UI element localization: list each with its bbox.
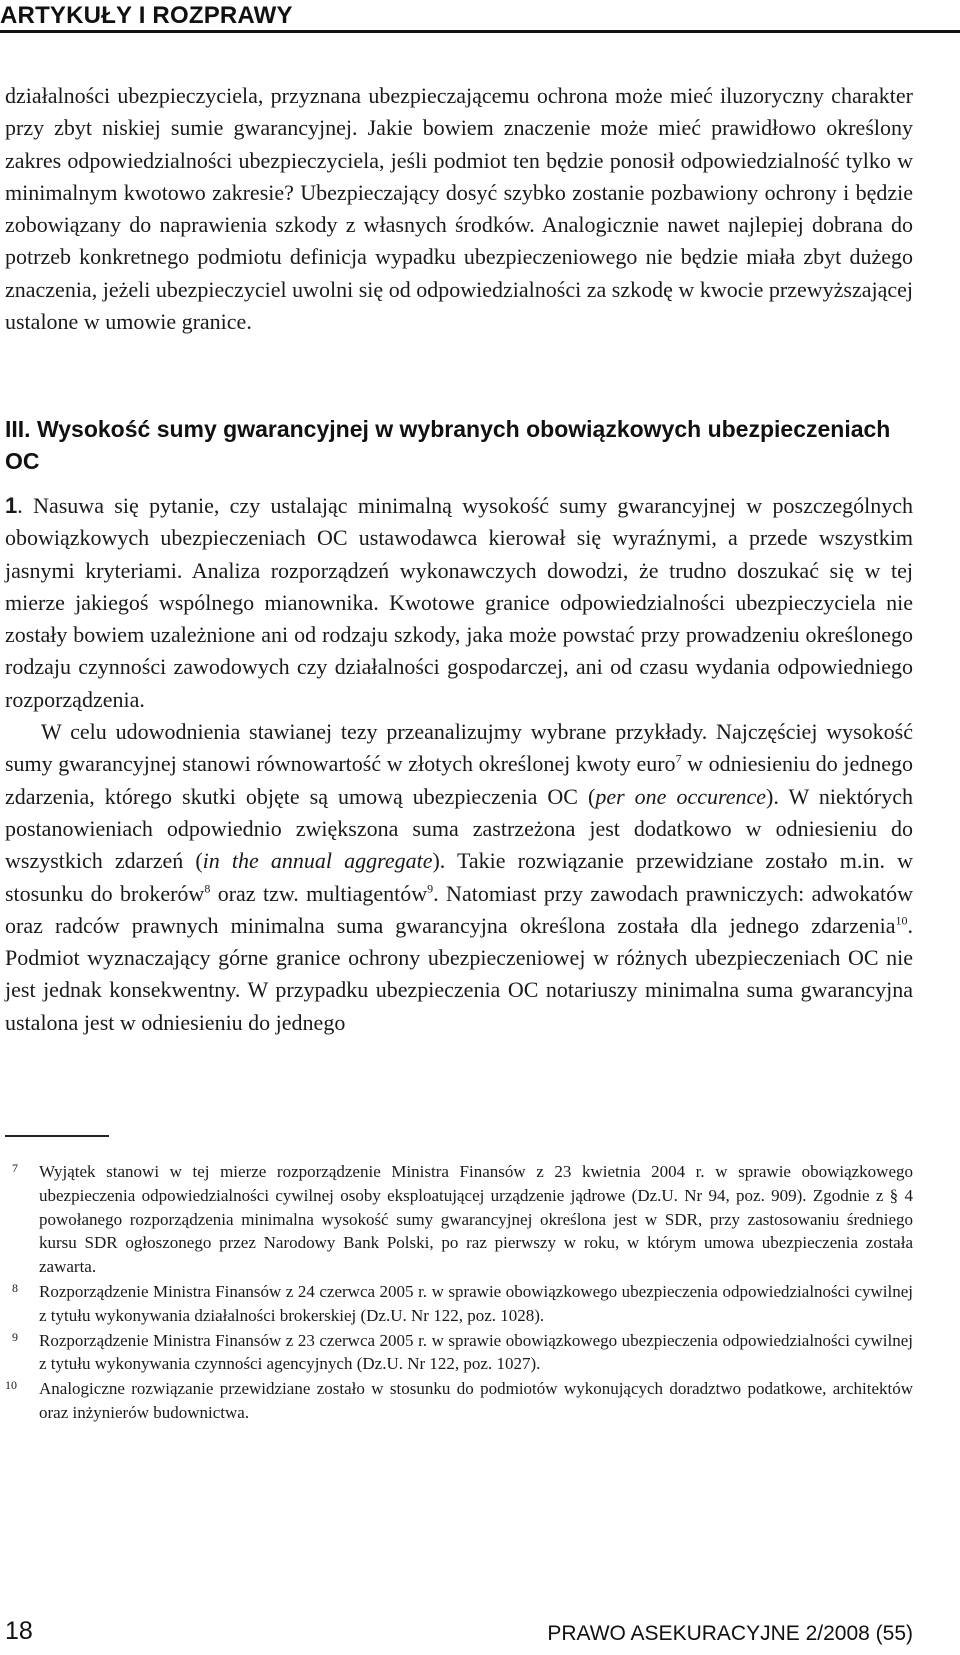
footnote-number: 9 — [12, 1329, 18, 1344]
intro-paragraph — [5, 80, 913, 338]
paragraph-2 — [5, 716, 913, 1039]
paragraph-2-text-e: oraz tzw. multiagentów — [210, 880, 428, 906]
footnote-ref-7[interactable]: 7 — [675, 752, 682, 767]
footnote-number: 8 — [12, 1280, 18, 1295]
intro-text — [5, 80, 913, 338]
footnote-text: Rozporządzenie Ministra Finansów z 23 czerwca 2005 r. w sprawie obowiązkowego ubezpieczenia odpowiedzialności cywilnej z tytułu wykonywania czynności agencyjnych (Dz.U. Nr 122, poz. 1027). — [39, 1330, 913, 1374]
body-text — [5, 490, 913, 1039]
page-number: 18 — [5, 1617, 33, 1645]
intro-text-part2: Ubezpieczający dosyć szybko zostanie pozbawiony ochrony i będzie zobowiązany do naprawienia szkody z własnych środków. Analogicznie nawet najlepiej dobrana do potrzeb konkretnego podmiotu definicja wypadku ubezpieczeniowego nie będzie miała zbyt dużego znaczenia, jeżeli ubezpieczyciel uwolni się od odpowiedzialności za szkodę w kwocie przewyższającej ustalone w umowie granice. — [5, 179, 913, 335]
paragraph-1-text: . Nasuwa się pytanie, czy ustalając minimalną wysokość sumy gwarancyjnej w poszczególnych obowiązkowych ubezpieczeniach OC ustawodawca kierował się wyraźnymi, a przede wszystkim jasnymi kryteriami. Analiza rozporządzeń wykonawczych dowodzi, że trudno doszukać się w tej mierze jakiegoś wspólnego mianownika. Kwotowe granice odpowiedzialności ubezpieczyciela nie zostały bowiem uzależnione ani od rodzaju szkody, jaka może powstać przy prowadzeniu określonego rodzaju czynności zawodowych czy działalności gospodarczej, ani od czasu wydania odpowiedniego rozporządzenia. — [5, 493, 913, 712]
footnote-9 — [5, 1329, 913, 1377]
footnote-7 — [5, 1160, 913, 1279]
footnote-text: Analogiczne rozwiązanie przewidziane zostało w stosunku do podmiotów wykonujących doradztwo podatkowe, architektów oraz inżynierów budownictwa. — [39, 1379, 913, 1422]
footnote-number: 10 — [5, 1378, 17, 1393]
paragraph-2-text-f: . Natomiast przy zawodach prawniczych: adwokatów oraz radców prawnych minimalna suma gwarancyjna określona została dla jednego zdarzenia — [5, 880, 913, 938]
footnote-10 — [5, 1377, 913, 1425]
latin-term-per-one-occurence: per one occurence — [595, 783, 767, 809]
footnote-separator — [5, 1135, 109, 1137]
paragraph-2-text-g: . Podmiot wyznaczający górne granice ochrony ubezpieczeniowej w różnych ubezpieczeniach OC nie jest jednak konsekwentny. W przypadku ubezpieczenia OC notariuszy minimalna suma gwarancyjna ustalona jest w odniesieniu do jednego — [5, 912, 913, 1035]
footnotes — [5, 1160, 913, 1426]
latin-term-annual-aggregate: in the annual aggregate — [202, 848, 433, 874]
footnote-ref-10[interactable]: 10 — [895, 913, 908, 928]
paragraph-1 — [5, 490, 913, 716]
intro-text-part1: działalności ubezpieczyciela, przyznana ubezpieczającemu ochrona może mieć iluzoryczny charakter przy zbyt niskiej sumie gwarancyjnej. Jakie bowiem znaczenie może mieć prawidłowo określony zakres odpowiedzialności ubezpieczyciela, jeśli podmiot ten będzie ponosił odpowiedzialność tylko w minimalnym kwotowo zakresie? — [5, 83, 913, 205]
paragraph-2-text-b: w odniesieniu do jednego zdarzenia, którego skutki objęte są umową ubezpieczenia OC ( — [5, 751, 913, 809]
paragraph-number: 1 — [5, 493, 18, 518]
paragraph-2-text-d: ). Takie rozwiązanie przewidziane zostało m.in. w stosunku do brokerów — [5, 848, 913, 906]
header-rule — [0, 30, 960, 33]
footnote-text: Wyjątek stanowi w tej mierze rozporządzenie Ministra Finansów z 23 kwietnia 2004 r. w sprawie obowiązkowego ubezpieczenia odpowiedzialności cywilnej osoby eksploatującej urządzenie jądrowe (Dz.U. Nr 94, poz. 909). Zgodnie z § 4 powołanego rozporządzenia minimalna wysokość sumy gwarancyjnej określona jest w SDR, przy zastosowaniu średniego kursu SDR ogłoszonego przez Narodowy Bank Polski, po raz pierwszy w roku, w którym umowa ubezpieczenia została zawarta. — [39, 1162, 913, 1277]
footnote-8 — [5, 1280, 913, 1328]
paragraph-2-text-a: W celu udowodnienia stawianej tezy przeanalizujmy wybrane przykłady. Najczęściej wysokość sumy gwarancyjnej stanowi równowartość w złotych określonej kwoty euro — [5, 719, 913, 777]
paragraph-2-text-c: ). W niektórych postanowieniach odpowiednio zwiększona suma zastrzeżona jest dodatkowo w odniesieniu do wszystkich zdarzeń ( — [5, 783, 913, 874]
footnote-text: Rozporządzenie Ministra Finansów z 24 czerwca 2005 r. w sprawie obowiązkowego ubezpieczenia odpowiedzialności cywilnej z tytułu wykonywania działalności brokerskiej (Dz.U. Nr 122, poz. 1028). — [39, 1281, 913, 1325]
section-heading: III. Wysokość sumy gwarancyjnej w wybranych obowiązkowych ubezpieczeniach OC — [5, 416, 891, 474]
journal-title: PRAWO ASEKURACYJNE 2/2008 (55) — [547, 1622, 913, 1645]
footnote-ref-8[interactable]: 8 — [204, 881, 211, 896]
section-label: ARTYKUŁY I ROZPRAWY — [0, 2, 293, 29]
footnote-number: 7 — [12, 1161, 18, 1175]
footnote-ref-9[interactable]: 9 — [427, 881, 434, 896]
